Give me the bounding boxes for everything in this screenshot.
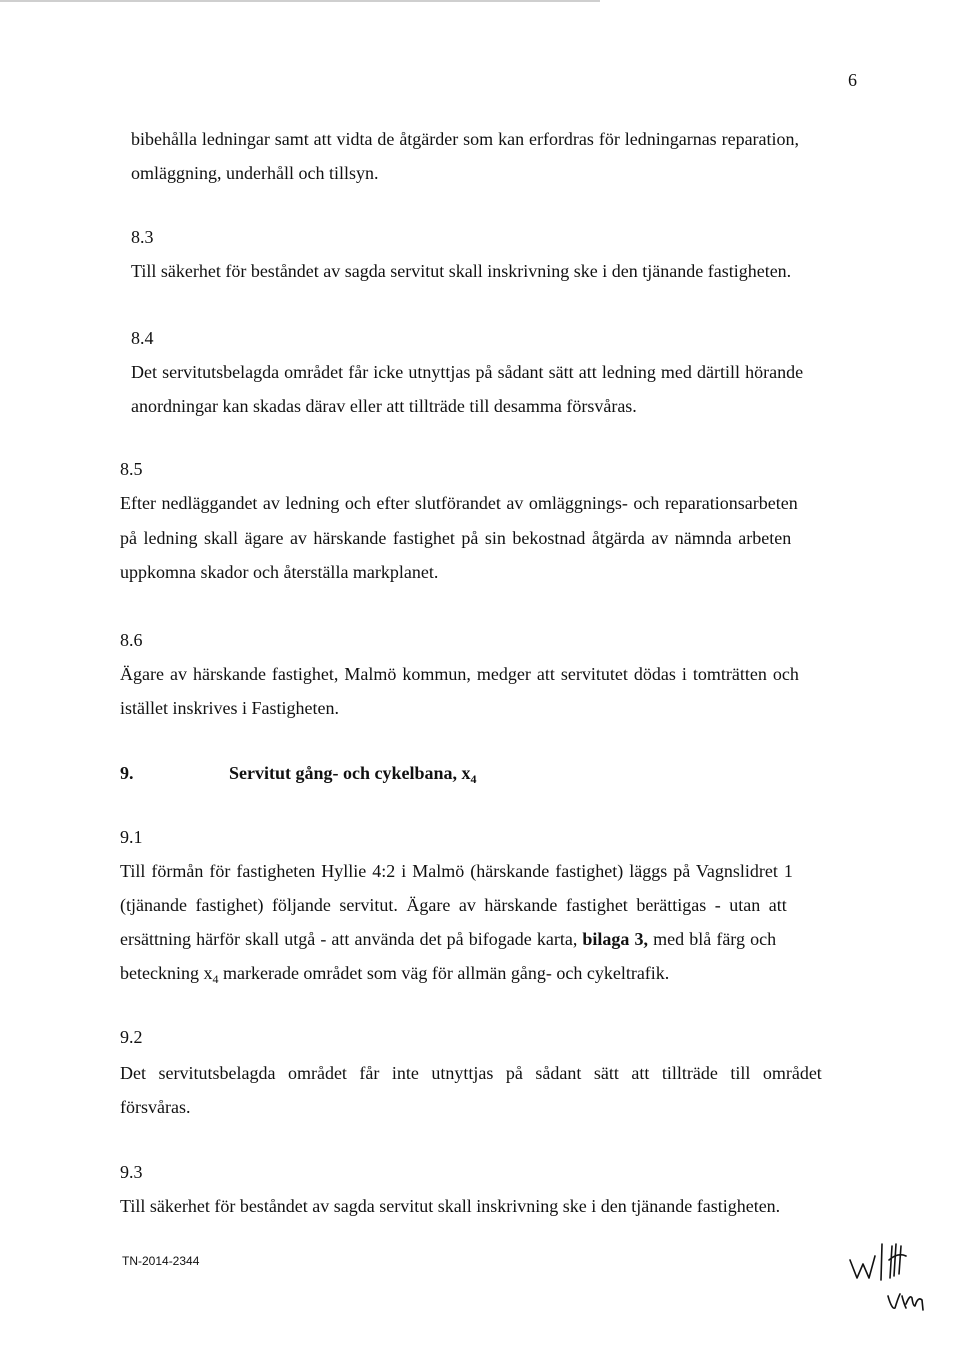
- section-8-6-number: 8.6: [120, 630, 143, 650]
- handwritten-initials: [846, 1238, 942, 1320]
- intro-line-2: omläggning, underhåll och tillsyn.: [131, 163, 379, 183]
- section-8-4-number: 8.4: [131, 328, 154, 348]
- section-9-2-line-1: Det servitutsbelagda området får inte utnyttjas på sådant sätt att tillträde till området: [120, 1063, 822, 1083]
- section-9-1-number: 9.1: [120, 827, 143, 847]
- page-number: 6: [848, 70, 857, 90]
- section-8-5-line-2: på ledning skall ägare av härskande fastighet på sin bekostnad åtgärda av nämnda arbeten: [120, 528, 792, 548]
- section-9-1-line-1: Till förmån för fastigheten Hyllie 4:2 i Malmö (härskande fastighet) läggs på Vagnslidret 1: [120, 861, 793, 881]
- document-reference-id: TN-2014-2344: [122, 1254, 200, 1268]
- section-8-4-line-2: anordningar kan skadas därav eller att tillträde till desamma försvåras.: [131, 396, 637, 416]
- section-9-1-line-3: ersättning härför skall utgå - att använda det på bifogade karta, bilaga 3, med blå färg och: [120, 929, 777, 949]
- section-9-1-line-4: beteckning $x_4$ markerade området som väg för allmän gång- och cykeltrafik.: [120, 963, 670, 986]
- attachment-reference: bilaga 3,: [582, 929, 649, 949]
- section-9-2-line-2: försvåras.: [120, 1097, 191, 1117]
- intro-line-1: bibehålla ledningar samt att vidta de åtgärder som kan erfordras för ledningarnas reparation,: [131, 129, 800, 149]
- section-9-1-line-2: (tjänande fastighet) följande servitut. Ägare av härskande fastighet berättigas - utan att: [120, 895, 787, 915]
- section-9-3-line-1: Till säkerhet för beståndet av sagda servitut skall inskrivning ske i den tjänande fastigheten.: [120, 1196, 781, 1216]
- section-8-5-number: 8.5: [120, 459, 143, 479]
- section-8-5-line-3: uppkomna skador och återställa markplanet.: [120, 562, 439, 582]
- section-9-2-number: 9.2: [120, 1027, 143, 1047]
- section-8-6-line-1: Ägare av härskande fastighet, Malmö kommun, medger att servitutet dödas i tomträtten och: [120, 664, 799, 684]
- section-8-5-line-1: Efter nedläggandet av ledning och efter slutförandet av omläggnings- och reparationsarbeten: [120, 493, 798, 513]
- section-9-number: 9.: [120, 763, 134, 783]
- section-9-title: Servitut gång- och cykelbana, $x_4$: [229, 763, 477, 786]
- section-8-3-line-1: Till säkerhet för beståndet av sagda servitut skall inskrivning ske i den tjänande fastigheten.: [131, 261, 792, 281]
- section-9-3-number: 9.3: [120, 1162, 143, 1182]
- section-8-4-line-1: Det servitutsbelagda området får icke utnyttjas på sådant sätt att ledning med därtill hörande: [131, 362, 804, 382]
- section-8-3-number: 8.3: [131, 227, 154, 247]
- section-8-6-line-2: istället inskrives i Fastigheten.: [120, 698, 339, 718]
